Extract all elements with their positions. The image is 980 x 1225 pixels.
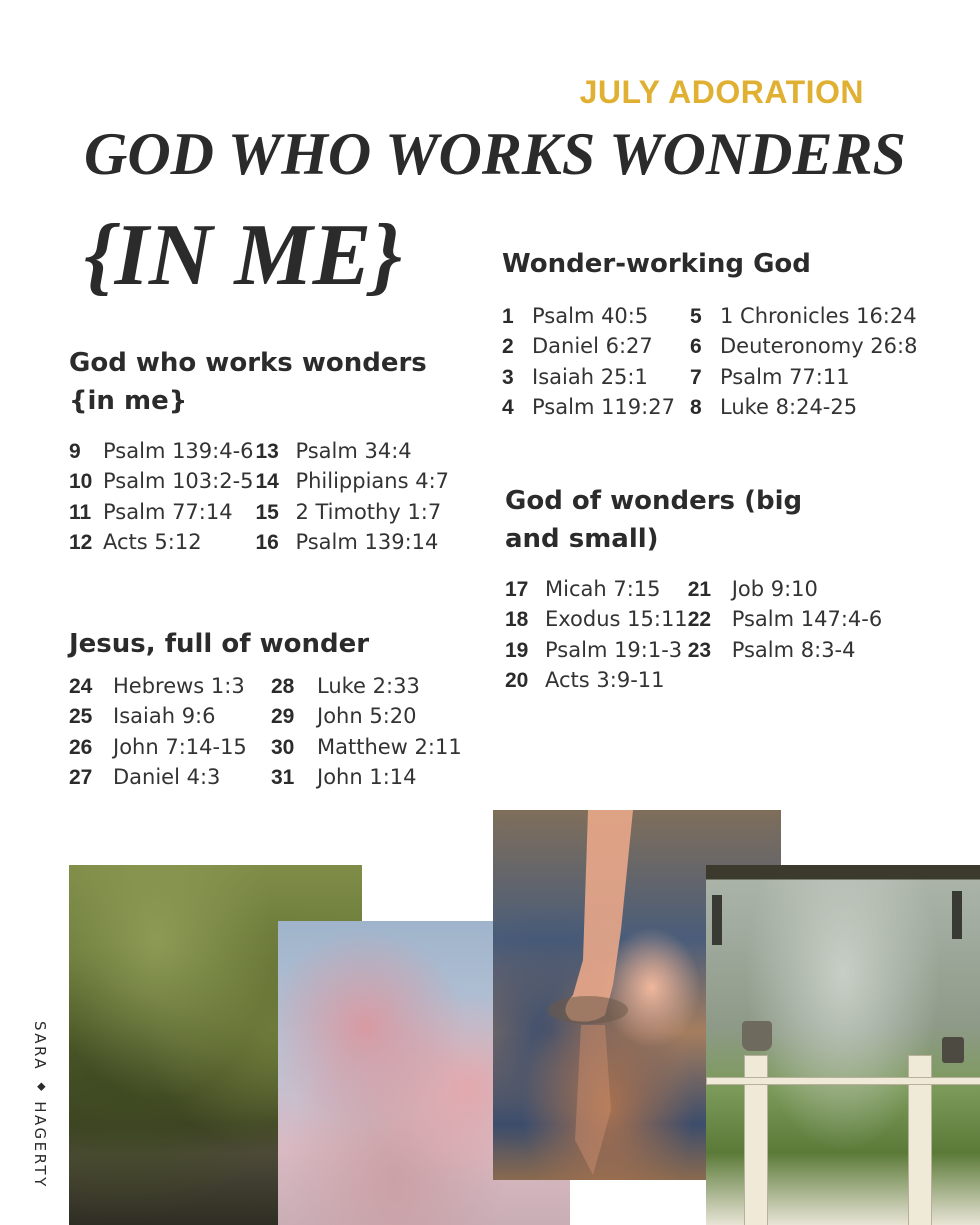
list-item: 15 2 Timothy 1:7	[255, 499, 442, 524]
list-item: 8 Luke 8:24-25	[690, 394, 858, 419]
list-item: 3 Isaiah 25:1	[502, 364, 648, 389]
section-god-who-works-wonders-in-me	[69, 344, 449, 557]
list-item: 13 Psalm 34:4	[255, 439, 412, 463]
list-item: 1 Psalm 40:5	[502, 304, 649, 328]
section-heading: Jesus, full of wonder	[69, 629, 370, 659]
photo-rainy-porch	[706, 865, 980, 1225]
list-item: 30 Matthew 2:11	[271, 734, 462, 759]
list-item: 11 Psalm 77:14	[69, 499, 233, 524]
page-subtitle: {IN ME}	[84, 207, 403, 304]
section-wonder-working-god	[502, 245, 917, 422]
list-item: 2 Daniel 6:27	[502, 334, 653, 359]
section-god-of-wonders-big-and-small	[505, 482, 883, 695]
section-heading: Wonder-working God	[502, 249, 811, 279]
list-item: 10 Psalm 103:2-5	[69, 469, 254, 494]
list-item: 25 Isaiah 9:6	[69, 704, 216, 729]
list-item: 17 Micah 7:15	[505, 577, 661, 601]
list-item: 22 Psalm 147:4-6	[687, 607, 883, 632]
list-item: 4 Psalm 119:27	[502, 394, 675, 419]
list-item: 7 Psalm 77:11	[690, 364, 850, 389]
list-item: 6 Deuteronomy 26:8	[690, 334, 918, 359]
list-item: 21 Job 9:10	[687, 577, 818, 601]
section-heading: God of wonders (big and small)	[505, 486, 803, 554]
brand-logo: SARA ◆ HAGERTY	[31, 1021, 49, 1189]
list-item: 16 Psalm 139:14	[255, 529, 439, 554]
list-item: 20 Acts 3:9-11	[505, 667, 665, 692]
list-item: 9 Psalm 139:4-6	[69, 439, 254, 463]
section-jesus-full-of-wonder	[69, 625, 462, 792]
list-item: 23 Psalm 8:3-4	[687, 637, 856, 662]
list-item: 31 John 1:14	[271, 764, 417, 789]
page-title: GOD WHO WORKS WONDERS	[84, 121, 906, 187]
section-heading: God who works wonders {in me}	[69, 348, 427, 416]
list-item: 24 Hebrews 1:3	[69, 674, 245, 698]
wind-chime-icon	[712, 895, 722, 945]
brand-separator-icon: ◆	[32, 1079, 49, 1093]
list-item: 5 1 Chronicles 16:24	[690, 304, 917, 328]
list-item: 26 John 7:14-15	[69, 734, 247, 759]
list-item: 14 Philippians 4:7	[255, 469, 449, 494]
list-item: 29 John 5:20	[271, 704, 417, 729]
list-item: 12 Acts 5:12	[69, 529, 202, 554]
lantern-icon	[942, 1037, 964, 1063]
porch-railing	[706, 1077, 980, 1085]
month-kicker: JULY ADORATION	[579, 74, 864, 110]
list-item: 18 Exodus 15:11	[505, 607, 688, 632]
watering-can-icon	[742, 1021, 772, 1051]
wind-chime-icon	[952, 891, 962, 939]
list-item: 19 Psalm 19:1-3	[505, 637, 683, 662]
list-item: 27 Daniel 4:3	[69, 764, 221, 789]
list-item: 28 Luke 2:33	[271, 674, 420, 698]
